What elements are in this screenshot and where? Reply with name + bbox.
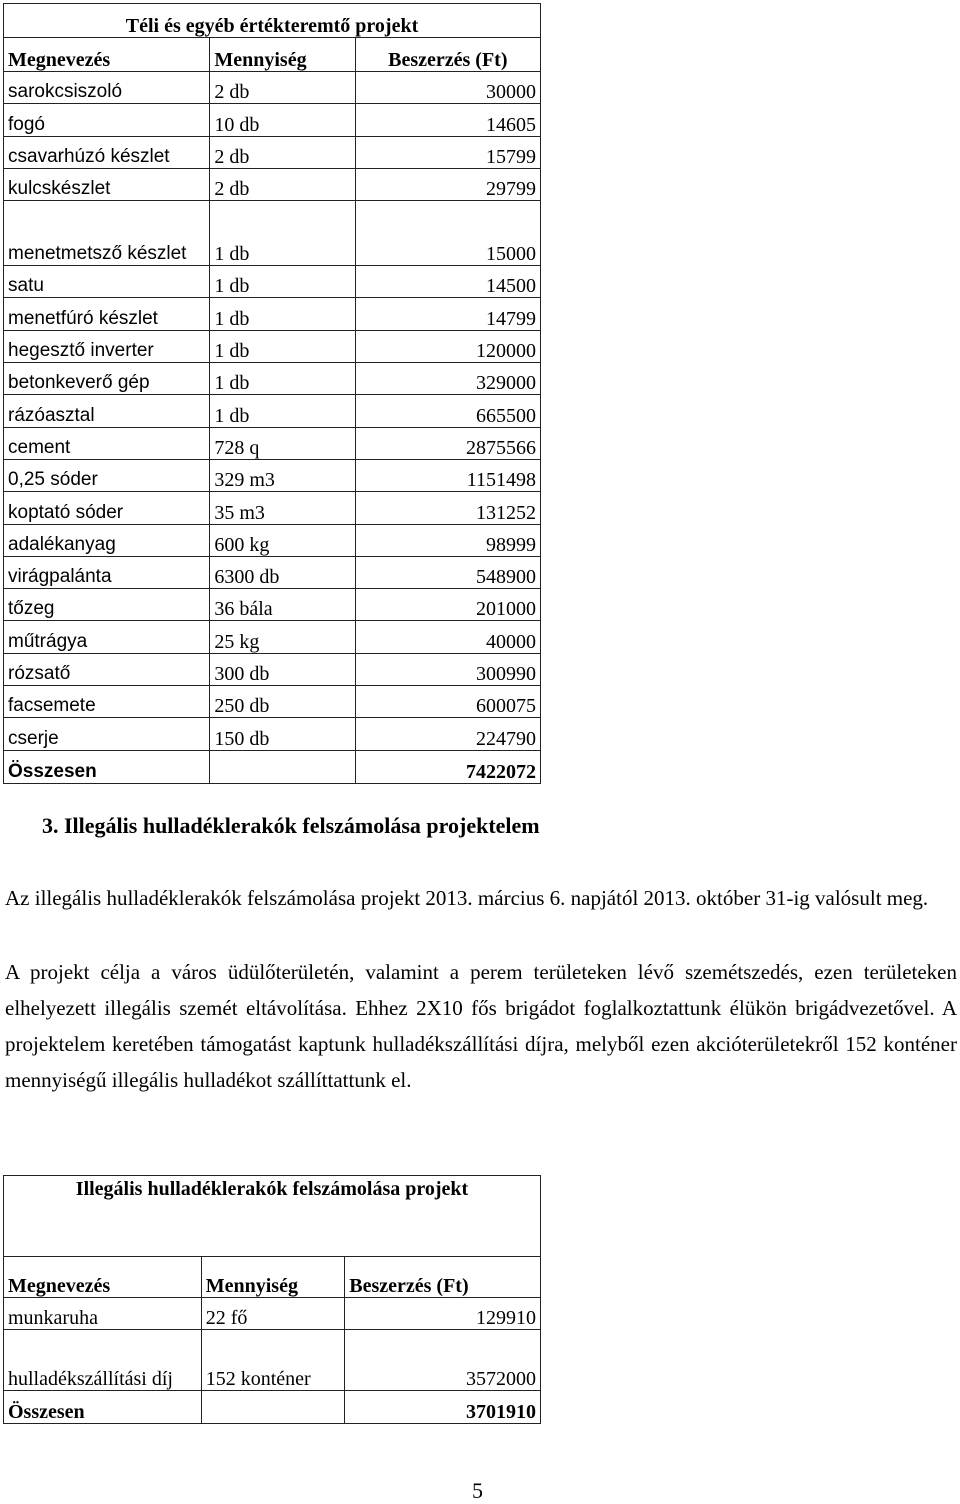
total-label: Összesen: [4, 1391, 202, 1424]
total-row: [4, 750, 541, 783]
item-name: műtrágya: [4, 621, 210, 653]
item-name: menetmetsző készlet: [4, 201, 210, 266]
item-name: kulcskészlet: [4, 168, 210, 200]
table-row: [4, 427, 541, 459]
item-qty: 1 db: [210, 266, 355, 298]
item-cost: 201000: [355, 589, 540, 621]
item-name: cserje: [4, 718, 210, 750]
table-row: [4, 298, 541, 330]
item-qty: 150 db: [210, 718, 355, 750]
table-row: [4, 104, 541, 136]
total-empty: [201, 1391, 345, 1424]
item-cost: 300990: [355, 653, 540, 685]
item-qty: 1 db: [210, 201, 355, 266]
item-cost: 14799: [355, 298, 540, 330]
item-qty: 2 db: [210, 168, 355, 200]
table-row: [4, 395, 541, 427]
item-qty: 1 db: [210, 298, 355, 330]
item-name: rázóasztal: [4, 395, 210, 427]
section-heading: 3. Illegális hulladéklerakók felszámolása projektelem: [42, 813, 540, 838]
item-name: 0,25 sóder: [4, 459, 210, 491]
header-name: Megnevezés: [4, 1257, 202, 1298]
item-name: rózsatő: [4, 653, 210, 685]
item-name: virágpalánta: [4, 556, 210, 588]
item-cost: 14605: [355, 104, 540, 136]
item-cost: 329000: [355, 363, 540, 395]
item-name: hegesztő inverter: [4, 330, 210, 362]
item-name: munkaruha: [4, 1298, 202, 1330]
table-row: [4, 1330, 541, 1391]
table-row: [4, 556, 541, 588]
item-cost: 665500: [355, 395, 540, 427]
table-row: [4, 136, 541, 168]
paragraph-dates: Az illegális hulladéklerakók felszámolása projekt 2013. március 6. napjától 2013. október 31-ig valósult meg.: [5, 886, 929, 910]
item-qty: 250 db: [210, 686, 355, 718]
item-qty: 152 konténer: [201, 1330, 345, 1391]
item-cost: 14500: [355, 266, 540, 298]
item-qty: 25 kg: [210, 621, 355, 653]
total-value: 7422072: [355, 750, 540, 783]
item-qty: 1 db: [210, 395, 355, 427]
table-row: [4, 168, 541, 200]
header-name: Megnevezés: [4, 38, 210, 72]
item-name: sarokcsiszoló: [4, 72, 210, 104]
table-row: [4, 718, 541, 750]
header-quantity: Mennyiség: [201, 1257, 345, 1298]
item-qty: 36 bála: [210, 589, 355, 621]
table-row: [4, 653, 541, 685]
header-cost: Beszerzés (Ft): [345, 1257, 541, 1298]
item-cost: 15000: [355, 201, 540, 266]
item-cost: 224790: [355, 718, 540, 750]
page-number: 5: [472, 1478, 483, 1503]
item-cost: 3572000: [345, 1330, 541, 1391]
total-row: [4, 1391, 541, 1424]
table-row: [4, 330, 541, 362]
item-qty: 6300 db: [210, 556, 355, 588]
item-cost: 1151498: [355, 459, 540, 491]
item-name: koptató sóder: [4, 492, 210, 524]
item-name: fogó: [4, 104, 210, 136]
item-qty: 22 fő: [201, 1298, 345, 1330]
item-name: betonkeverő gép: [4, 363, 210, 395]
item-name: tőzeg: [4, 589, 210, 621]
item-cost: 120000: [355, 330, 540, 362]
item-cost: 600075: [355, 686, 540, 718]
table-row: [4, 492, 541, 524]
item-qty: 2 db: [210, 72, 355, 104]
item-name: adalékanyag: [4, 524, 210, 556]
item-cost: 98999: [355, 524, 540, 556]
item-name: satu: [4, 266, 210, 298]
item-qty: 300 db: [210, 653, 355, 685]
item-name: csavarhúzó készlet: [4, 136, 210, 168]
table-row: [4, 363, 541, 395]
item-qty: 10 db: [210, 104, 355, 136]
item-name: hulladékszállítási díj: [4, 1330, 202, 1391]
item-cost: 30000: [355, 72, 540, 104]
item-cost: 2875566: [355, 427, 540, 459]
total-value: 3701910: [345, 1391, 541, 1424]
illegal-dump-table: [3, 1175, 541, 1424]
item-cost: 131252: [355, 492, 540, 524]
total-label: Összesen: [4, 750, 210, 783]
table-row: [4, 459, 541, 491]
item-qty: 1 db: [210, 363, 355, 395]
item-qty: 728 q: [210, 427, 355, 459]
table-row: [4, 201, 541, 266]
item-qty: 2 db: [210, 136, 355, 168]
item-cost: 40000: [355, 621, 540, 653]
item-name: cement: [4, 427, 210, 459]
paragraph-description: A projekt célja a város üdülőterületén, valamint a perem területeken lévő szemétszedés, ezen területeken elhelyezett illegális szemét eltávolítása. Ehhez 2X10 fős brigádot foglalkoztattunk élükön brigádvezetővel. A projektelem keretében támogatást kaptunk hulladékszállítási díjra, melyből ezen akcióterületekről 152 konténer mennyiségű illegális hulladékot szállíttattunk el.: [5, 960, 957, 1092]
table-row: [4, 621, 541, 653]
item-name: facsemete: [4, 686, 210, 718]
winter-project-table: [3, 3, 541, 784]
item-cost: 29799: [355, 168, 540, 200]
item-cost: 548900: [355, 556, 540, 588]
item-cost: 129910: [345, 1298, 541, 1330]
item-qty: 329 m3: [210, 459, 355, 491]
table-row: [4, 266, 541, 298]
header-quantity: Mennyiség: [210, 38, 355, 72]
item-qty: 1 db: [210, 330, 355, 362]
total-empty: [210, 750, 355, 783]
table-row: [4, 589, 541, 621]
table-title: Illegális hulladéklerakók felszámolása projekt: [4, 1176, 541, 1257]
header-cost: Beszerzés (Ft): [355, 38, 540, 72]
item-qty: 35 m3: [210, 492, 355, 524]
table-row: [4, 1298, 541, 1330]
table-row: [4, 686, 541, 718]
table-row: [4, 524, 541, 556]
item-qty: 600 kg: [210, 524, 355, 556]
table-title: Téli és egyéb értékteremtő projekt: [4, 4, 541, 38]
table-row: [4, 72, 541, 104]
item-name: menetfúró készlet: [4, 298, 210, 330]
item-cost: 15799: [355, 136, 540, 168]
